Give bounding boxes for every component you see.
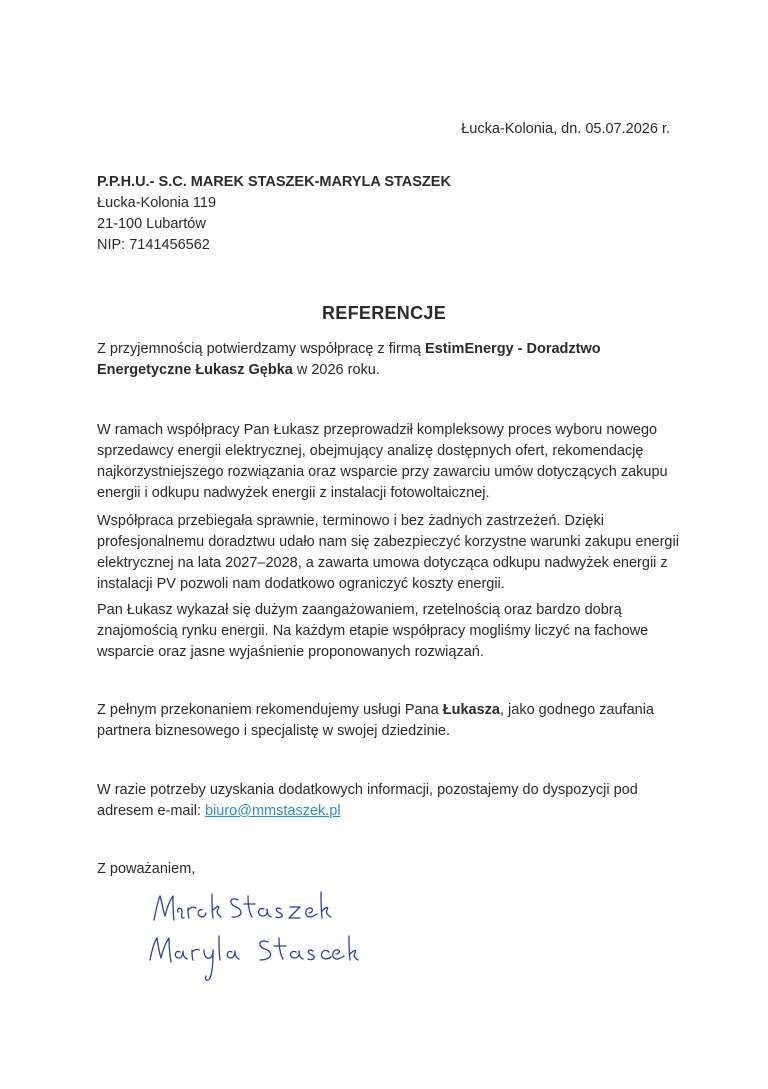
body-paragraph-results: Współpraca przebiegała sprawnie, terminowo i bez żadnych zastrzeżeń. Dzięki profesjonalnemu doradztwu udało nam się zabezpieczyć korzystne warunki zakupu energii elektrycznej na lata 2027–2028, a zawarta umowa dotycząca odkupu nadwyżek energii z instalacji PV pozwoli nam dodatkowo ograniczyć koszty energii. bbox=[97, 513, 679, 592]
signature-maryla-staszek bbox=[150, 936, 358, 980]
recommendation-name: Łukasza bbox=[442, 702, 500, 718]
recommendation-text-before: Z pełnym przekonaniem rekomendujemy usługi Pana bbox=[97, 702, 443, 718]
sender-postal-city: 21-100 Lubartów bbox=[97, 216, 206, 232]
closing-phrase: Z poważaniem, bbox=[97, 861, 196, 877]
signature-marek-staszek bbox=[154, 892, 331, 920]
body-paragraph-assessment: Pan Łukasz wykazał się dużym zaangażowaniem, rzetelnością oraz bardzo dobrą znajomością rynku energii. Na każdym etapie współpracy mogliśmy liczyć na fachowe wsparcie oraz jasne wyjaśnienie proponowanych rozwiązań. bbox=[97, 602, 649, 660]
body-paragraph-scope: W ramach współpracy Pan Łukasz przeprowadził kompleksowy proces wyboru nowego sprzedawcy energii elektrycznej, obejmujący analizę dostępnych ofert, rekomendację najkorzystniejszego rozwiązania oraz wsparcie przy zawarciu umów dotyczących zakupu energii i odkupu nadwyżek energii z instalacji fotowoltaicznej. bbox=[97, 422, 668, 501]
intro-company-name: EstimEnergy - Doradztwo Energetyczne Łukasz Gębka bbox=[97, 341, 601, 378]
recommendation-paragraph bbox=[97, 700, 687, 742]
recommendation-text-after: , jako godnego zaufania partnera biznesowego i specjalistę w swojej dziedzinie. bbox=[97, 702, 654, 739]
sender-nip: NIP: 7141456562 bbox=[97, 237, 210, 253]
handwritten-signatures bbox=[140, 880, 380, 990]
email-link[interactable]: biuro@mmstaszek.pl bbox=[204, 803, 341, 819]
contact-text: W razie potrzeby uzyskania dodatkowych informacji, pozostajemy do dyspozycji pod adresem e-mail: bbox=[97, 782, 638, 819]
sender-company-name: P.P.H.U.- S.C. MAREK STASZEK-MARYLA STASZEK bbox=[97, 174, 451, 190]
intro-paragraph bbox=[97, 339, 687, 381]
contact-paragraph bbox=[97, 780, 687, 822]
date-line: Łucka-Kolonia, dn. 05.07.2026 r. bbox=[461, 121, 670, 137]
intro-text-after: w 2026 roku. bbox=[292, 362, 380, 378]
intro-text-before: Z przyjemnością potwierdzamy współpracę z firmą bbox=[97, 341, 425, 357]
sender-street: Łucka-Kolonia 119 bbox=[97, 195, 217, 211]
document-title: REFERENCJE bbox=[321, 303, 447, 323]
sender-address-block bbox=[97, 172, 451, 256]
